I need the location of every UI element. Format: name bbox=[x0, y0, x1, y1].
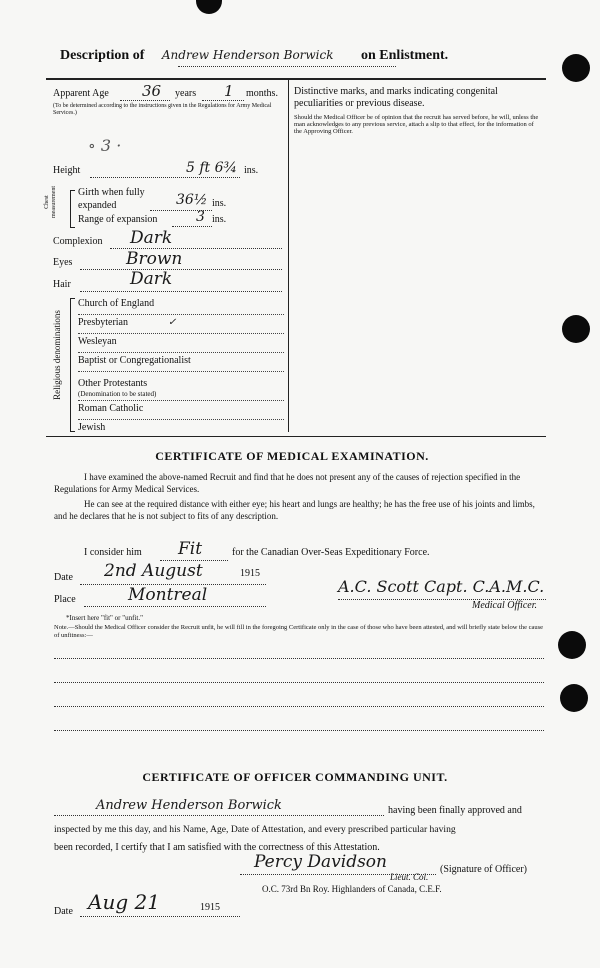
commanding-signature-line bbox=[240, 874, 436, 875]
punch-hole bbox=[562, 315, 590, 343]
medical-date-value: 2nd August bbox=[104, 561, 203, 581]
unfit-reason-line bbox=[54, 682, 544, 683]
commanding-text-1: having been finally approved and bbox=[388, 805, 522, 816]
religion-bracket bbox=[70, 298, 75, 432]
religion-label: Other Protestants bbox=[78, 378, 148, 389]
stamp-mark: ∘ 3 · bbox=[88, 136, 122, 155]
header-suffix: on Enlistment. bbox=[361, 48, 449, 63]
religion-row bbox=[78, 296, 284, 315]
eyes-value: Brown bbox=[126, 249, 183, 269]
commanding-text-2: inspected by me this day, and his Name, Age, Date of Attestation, and every prescribed particular having bbox=[54, 824, 456, 835]
punch-hole bbox=[562, 54, 590, 82]
girth-unit: ins. bbox=[212, 198, 227, 209]
medical-note: Note.—Should the Medical Officer consider the Recruit unfit, he will fill in the foregoing Certificate only in the case of those who have been attested, and will briefly state below the cause of unfitness:— bbox=[54, 624, 544, 639]
distinctive-marks-note: Should the Medical Officer be of opinion that the recruit has served before, he will, unless the man acknowledges to any previous service, attach a slip to that effect, for the information of the Approving Officer. bbox=[294, 114, 539, 135]
years-label: years bbox=[175, 88, 197, 99]
medical-year: 1915 bbox=[240, 568, 260, 579]
commanding-text-3: been recorded, I certify that I am satisfied with the correctness of this Attestation. bbox=[54, 842, 380, 853]
recruit-name: Andrew Henderson Borwick bbox=[161, 48, 334, 62]
commanding-officer-signature: Percy Davidson bbox=[254, 852, 387, 872]
medical-para-1: I have examined the above-named Recruit and find that he does not present any of the causes of rejection specified in the Regulations for Army Medical Services. bbox=[54, 472, 521, 494]
punch-hole bbox=[560, 684, 588, 712]
months-line bbox=[202, 100, 244, 101]
medical-footnote: *Insert here "fit" or "unfit." bbox=[66, 614, 143, 622]
months-label: months. bbox=[246, 88, 278, 99]
religion-row bbox=[78, 353, 284, 372]
age-line bbox=[120, 100, 170, 101]
religion-row bbox=[78, 378, 284, 390]
hair-label: Hair bbox=[53, 279, 71, 290]
form-header bbox=[60, 48, 530, 64]
signature-of-officer-label: (Signature of Officer) bbox=[440, 864, 528, 875]
eyes-line bbox=[80, 269, 282, 270]
medical-officer-signature: A.C. Scott Capt. C.A.M.C. bbox=[338, 577, 545, 596]
commanding-year: 1915 bbox=[200, 902, 220, 913]
religion-label: Baptist or Congregationalist bbox=[78, 355, 191, 366]
girth-value: 36½ bbox=[176, 192, 208, 208]
eyes-label: Eyes bbox=[53, 257, 73, 268]
complexion-label: Complexion bbox=[53, 236, 103, 247]
age-note: (To be determined according to the instructions given in the Regulations for Army Medical Services.) bbox=[53, 103, 272, 116]
religion-label: Church of England bbox=[78, 298, 155, 309]
expansion-label: Range of expansion bbox=[78, 214, 158, 225]
medical-date-label: Date bbox=[54, 572, 73, 583]
unfit-reason-line bbox=[54, 706, 544, 707]
hair-line bbox=[80, 291, 282, 292]
religion-row bbox=[78, 420, 284, 438]
punch-hole bbox=[196, 0, 222, 14]
punch-hole bbox=[558, 631, 586, 659]
header-name-line bbox=[178, 66, 396, 67]
religion-side-label: Religious denominations bbox=[52, 310, 62, 400]
expansion-line bbox=[172, 226, 212, 227]
complexion-value: Dark bbox=[130, 228, 173, 248]
religion-row bbox=[78, 401, 284, 420]
commanding-recruit-name: Andrew Henderson Borwick bbox=[96, 798, 282, 813]
religion-mark: ✓ bbox=[168, 317, 177, 328]
age-months-value: 1 bbox=[224, 82, 234, 100]
unfit-reason-line bbox=[54, 658, 544, 659]
chest-side-label: Chest measurement bbox=[44, 186, 57, 218]
consider-label: I consider him bbox=[84, 547, 142, 558]
medical-officer-label: Medical Officer. bbox=[472, 600, 537, 611]
religion-label: (Denomination to be stated) bbox=[78, 390, 157, 398]
column-divider bbox=[288, 80, 289, 432]
religion-label: Jewish bbox=[78, 422, 106, 433]
place-label: Place bbox=[54, 594, 76, 605]
religion-label: Wesleyan bbox=[78, 336, 117, 347]
religion-row bbox=[78, 334, 284, 353]
commanding-date-value: Aug 21 bbox=[88, 890, 160, 914]
religion-row bbox=[78, 390, 284, 401]
place-value: Montreal bbox=[128, 585, 208, 605]
fitness-value: Fit bbox=[178, 539, 203, 559]
place-line bbox=[84, 606, 266, 607]
commanding-unit: O.C. 73rd Bn Roy. Highlanders of Canada, C.E.F. bbox=[262, 884, 442, 894]
commanding-date-label: Date bbox=[54, 906, 73, 917]
commanding-date-line bbox=[80, 916, 240, 917]
commanding-name-line bbox=[54, 815, 384, 816]
commanding-rank: Lieut. Col. bbox=[390, 872, 429, 882]
header-prefix: Description of bbox=[60, 48, 145, 63]
religion-list bbox=[78, 296, 284, 438]
chest-bracket bbox=[70, 190, 75, 228]
age-years-value: 36 bbox=[142, 82, 162, 100]
expansion-unit: ins. bbox=[212, 214, 227, 225]
apparent-age-label: Apparent Age bbox=[53, 88, 109, 99]
hair-value: Dark bbox=[130, 269, 173, 289]
religion-row bbox=[78, 315, 284, 334]
religion-label: Presbyterian bbox=[78, 317, 128, 328]
commanding-certificate-title: CERTIFICATE OF OFFICER COMMANDING UNIT. bbox=[142, 770, 448, 784]
unfit-reason-line bbox=[54, 730, 544, 731]
height-label: Height bbox=[53, 165, 81, 176]
height-unit: ins. bbox=[244, 165, 259, 176]
medical-para-2: He can see at the required distance with either eye; his heart and lungs are healthy; he has the free use of his joints and limbs, and he declares that he is not subject to fits of any description. bbox=[54, 499, 535, 521]
girth-label: Girth when fully expanded bbox=[78, 187, 145, 211]
medical-certificate-title: CERTIFICATE OF MEDICAL EXAMINATION. bbox=[155, 449, 429, 463]
force-label: for the Canadian Over-Seas Expeditionary Force. bbox=[232, 547, 430, 558]
religion-label: Roman Catholic bbox=[78, 403, 144, 414]
height-value: 5 ft 6¾ bbox=[186, 160, 238, 176]
height-line bbox=[90, 177, 240, 178]
distinctive-marks-title: Distinctive marks, and marks indicating congenital peculiarities or previous disease. bbox=[294, 86, 498, 109]
expansion-value: 3 bbox=[196, 209, 205, 225]
